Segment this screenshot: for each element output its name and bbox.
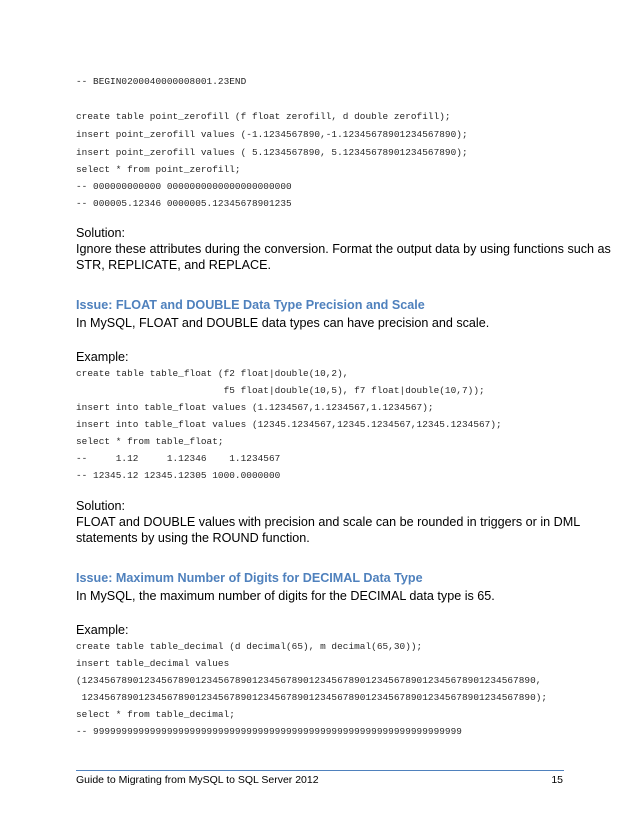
footer-title: Guide to Migrating from MySQL to SQL Server 2012 [76, 774, 319, 786]
solution-text: Ignore these attributes during the conversion. Format the output data by using functions such as [76, 242, 611, 256]
code-line: -- 000005.12346 0000005.12345678901235 [76, 198, 292, 209]
code-line: -- 1.12 1.12346 1.1234567 [76, 453, 281, 464]
code-line: insert point_zerofill values ( 5.1234567890, 5.12345678901234567890); [76, 147, 468, 158]
code-line: insert into table_float values (1.1234567,1.1234567,1.1234567); [76, 402, 434, 413]
page-number: 15 [551, 774, 563, 786]
example-label: Example: [76, 623, 129, 637]
code-line: -- 12345.12 12345.12305 1000.0000000 [76, 470, 281, 481]
code-line: -- 000000000000 0000000000000000000000 [76, 181, 292, 192]
solution-label: Solution: [76, 499, 126, 513]
section-heading: Issue: FLOAT and DOUBLE Data Type Precision and Scale [76, 298, 425, 312]
intro-text: In MySQL, FLOAT and DOUBLE data types can have precision and scale. [76, 316, 490, 330]
code-line: insert point_zerofill values (-1.1234567890,-1.12345678901234567890); [76, 129, 468, 140]
solution-text: STR, REPLICATE, and REPLACE. [76, 258, 272, 272]
solution-text: statements by using the ROUND function. [76, 531, 310, 545]
code-line: 12345678901234567890123456789012345678901234567890123456789012345678901234567890); [76, 692, 548, 703]
code-line: insert table_decimal values [76, 658, 230, 669]
code-line: -- BEGIN0200040000008001.23END [76, 76, 247, 87]
code-line: create table table_decimal (d decimal(65), m decimal(65,30)); [76, 641, 423, 652]
code-line: select * from table_float; [76, 436, 224, 447]
example-label: Example: [76, 350, 129, 364]
footer-divider [76, 770, 564, 771]
code-line: create table table_float (f2 float|double(10,2), [76, 368, 349, 379]
solution-text: FLOAT and DOUBLE values with precision and scale can be rounded in triggers or in DML [76, 515, 581, 529]
code-line: (12345678901234567890123456789012345678901234567890123456789012345678901234567890, [76, 675, 542, 686]
code-line: f5 float|double(10,5), f7 float|double(10,7)); [76, 385, 485, 396]
code-line: insert into table_float values (12345.1234567,12345.1234567,12345.1234567); [76, 419, 502, 430]
section-heading: Issue: Maximum Number of Digits for DECIMAL Data Type [76, 571, 423, 585]
code-line: select * from point_zerofill; [76, 164, 241, 175]
code-line: create table point_zerofill (f float zerofill, d double zerofill); [76, 111, 451, 122]
solution-label: Solution: [76, 226, 126, 240]
code-line: select * from table_decimal; [76, 709, 235, 720]
code-line: -- 99999999999999999999999999999999999999999999999999999999999999999 [76, 726, 462, 737]
intro-text: In MySQL, the maximum number of digits for the DECIMAL data type is 65. [76, 589, 495, 603]
